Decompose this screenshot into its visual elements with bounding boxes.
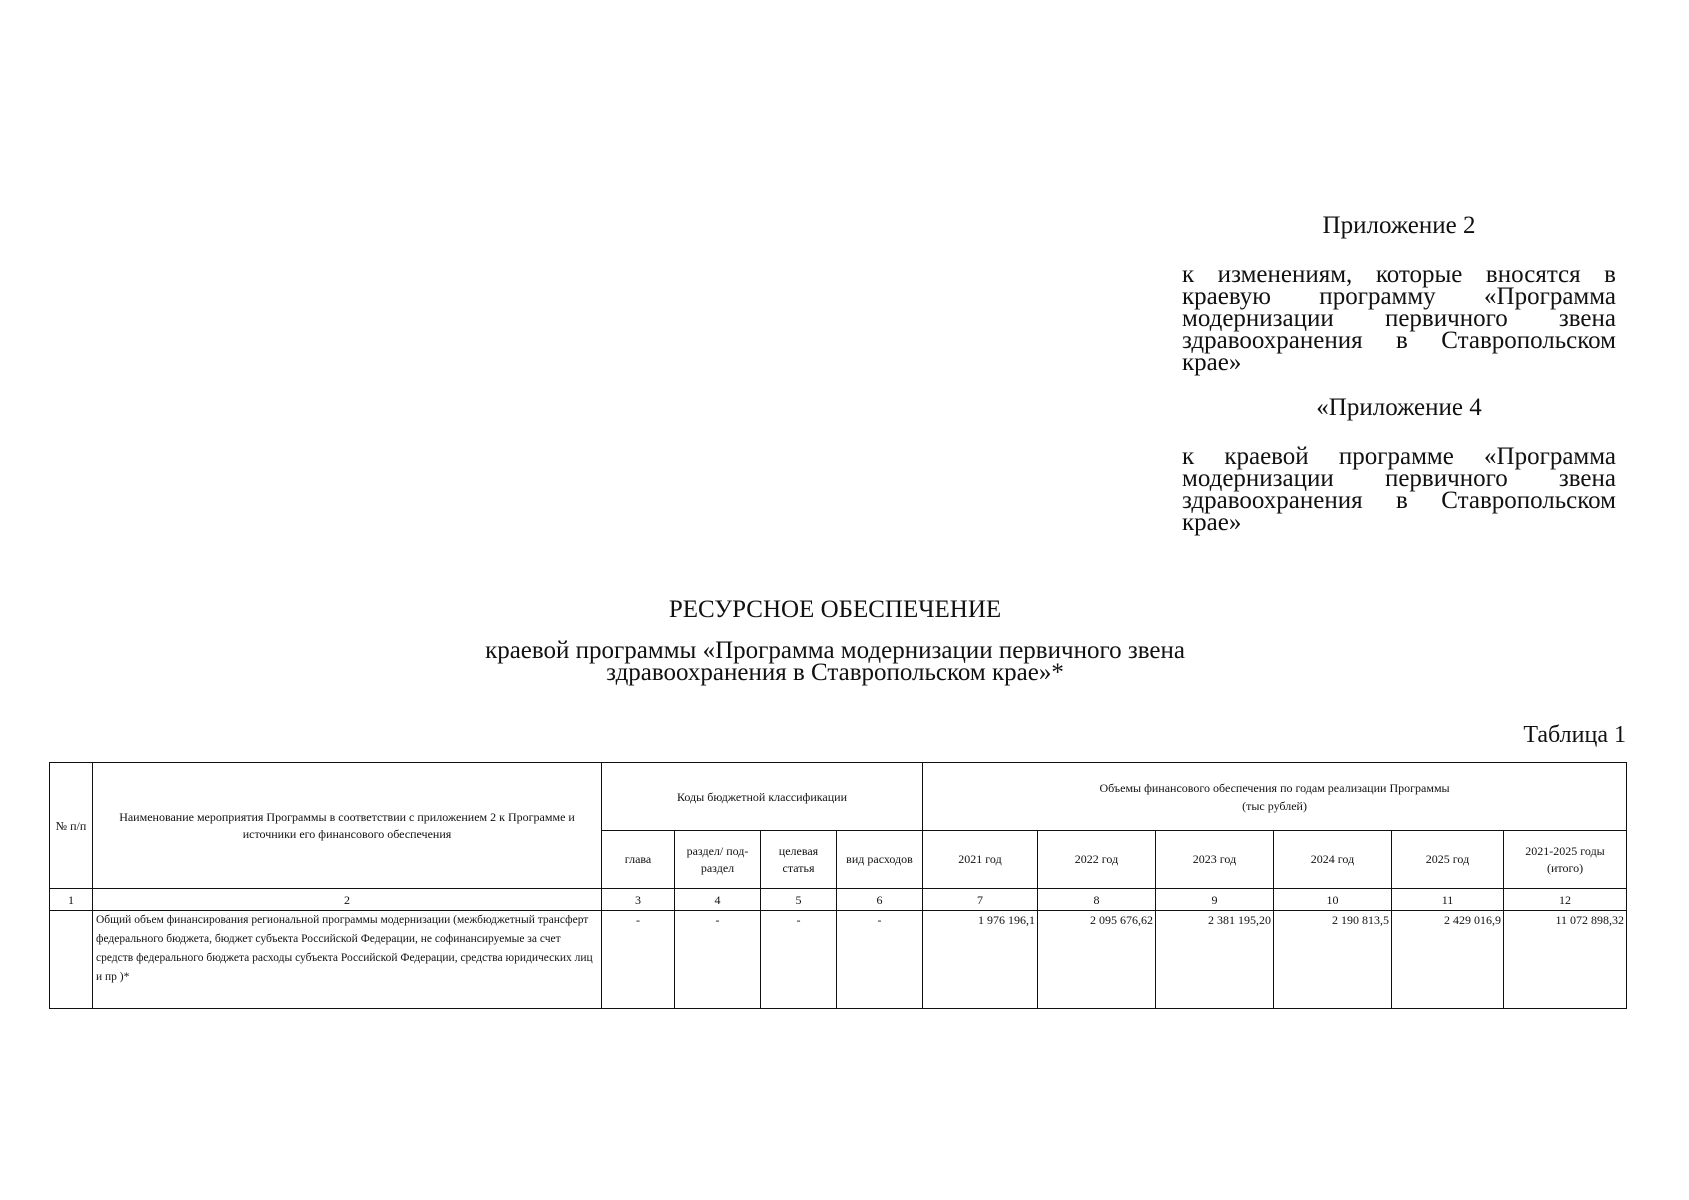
annex-4-text: к краевой программе «Программа модернизации первичного звена здравоохранения в Ставропольском крае» [1182, 443, 1616, 536]
header-year-2025: 2025 год [1392, 831, 1504, 889]
header-codes-group: Коды бюджетной классификации [602, 763, 923, 831]
row-code-expense-type: - [837, 911, 923, 1009]
resource-table [49, 762, 1627, 1009]
column-number: 4 [675, 889, 761, 911]
column-number: 6 [837, 889, 923, 911]
header-year-2021: 2021 год [923, 831, 1038, 889]
row-number [50, 911, 93, 1009]
column-number: 9 [1156, 889, 1274, 911]
column-number: 3 [602, 889, 675, 911]
header-year-2022: 2022 год [1038, 831, 1156, 889]
row-description: Общий объем финансирования региональной программы модернизации (межбюджетный трансферт федерального бюджета, бюджет субъекта Российской Федерации, не софинансируемые за счет средств федерального бюджета расходы субъекта Российской Федерации, средства юридических лиц и пр )* [93, 911, 602, 1009]
header-code-target: целевая статья [761, 831, 837, 889]
column-number: 8 [1038, 889, 1156, 911]
column-number: 5 [761, 889, 837, 911]
column-number: 12 [1504, 889, 1627, 911]
subheading-line-1: краевой программы «Программа модернизации первичного звена [485, 637, 1185, 664]
annex-2-title: Приложение 2 [1322, 212, 1476, 239]
header-year-2024: 2024 год [1274, 831, 1392, 889]
header-row-1 [50, 763, 1627, 831]
row-value-total: 11 072 898,32 [1504, 911, 1627, 1009]
column-number: 2 [93, 889, 602, 911]
row-value-2021: 1 976 196,1 [923, 911, 1038, 1009]
table-row [50, 911, 1627, 1009]
header-year-total: 2021-2025 годы (итого) [1504, 831, 1627, 889]
column-number: 11 [1392, 889, 1504, 911]
header-number: № п/п [50, 763, 93, 889]
document-heading: РЕСУРСНОЕ ОБЕСПЕЧЕНИЕ [668, 596, 1002, 623]
volumes-group-line-1: Объемы финансового обеспечения по годам реализации Программы [1099, 780, 1450, 795]
column-numbers-row [50, 889, 1627, 911]
header-year-2023: 2023 год [1156, 831, 1274, 889]
annex-4-title: «Приложение 4 [1316, 394, 1482, 421]
column-number: 10 [1274, 889, 1392, 911]
table-label: Таблица 1 [1523, 722, 1626, 748]
row-value-2022: 2 095 676,62 [1038, 911, 1156, 1009]
header-code-chapter: глава [602, 831, 675, 889]
row-value-2025: 2 429 016,9 [1392, 911, 1504, 1009]
row-code-target: - [761, 911, 837, 1009]
subheading-line-2: здравоохранения в Ставропольском крае»* [606, 659, 1064, 686]
header-volumes-group [923, 763, 1627, 831]
document-subheading [420, 637, 1250, 686]
volumes-group-line-2: (тыс рублей) [1242, 798, 1307, 813]
header-name: Наименование мероприятия Программы в соответствии с приложением 2 к Программе и источники его финансового обеспечения [93, 763, 602, 889]
annex-2-text: к изменениям, которые вносятся в краевую программу «Программа модернизации первичного звена здравоохранения в Ставропольском крае» [1182, 261, 1616, 376]
column-number: 1 [50, 889, 93, 911]
header-code-section: раздел/ под-раздел [675, 831, 761, 889]
header-code-expense-type: вид расходов [837, 831, 923, 889]
row-code-chapter: - [602, 911, 675, 1009]
column-number: 7 [923, 889, 1038, 911]
row-code-section: - [675, 911, 761, 1009]
row-value-2023: 2 381 195,20 [1156, 911, 1274, 1009]
row-value-2024: 2 190 813,5 [1274, 911, 1392, 1009]
